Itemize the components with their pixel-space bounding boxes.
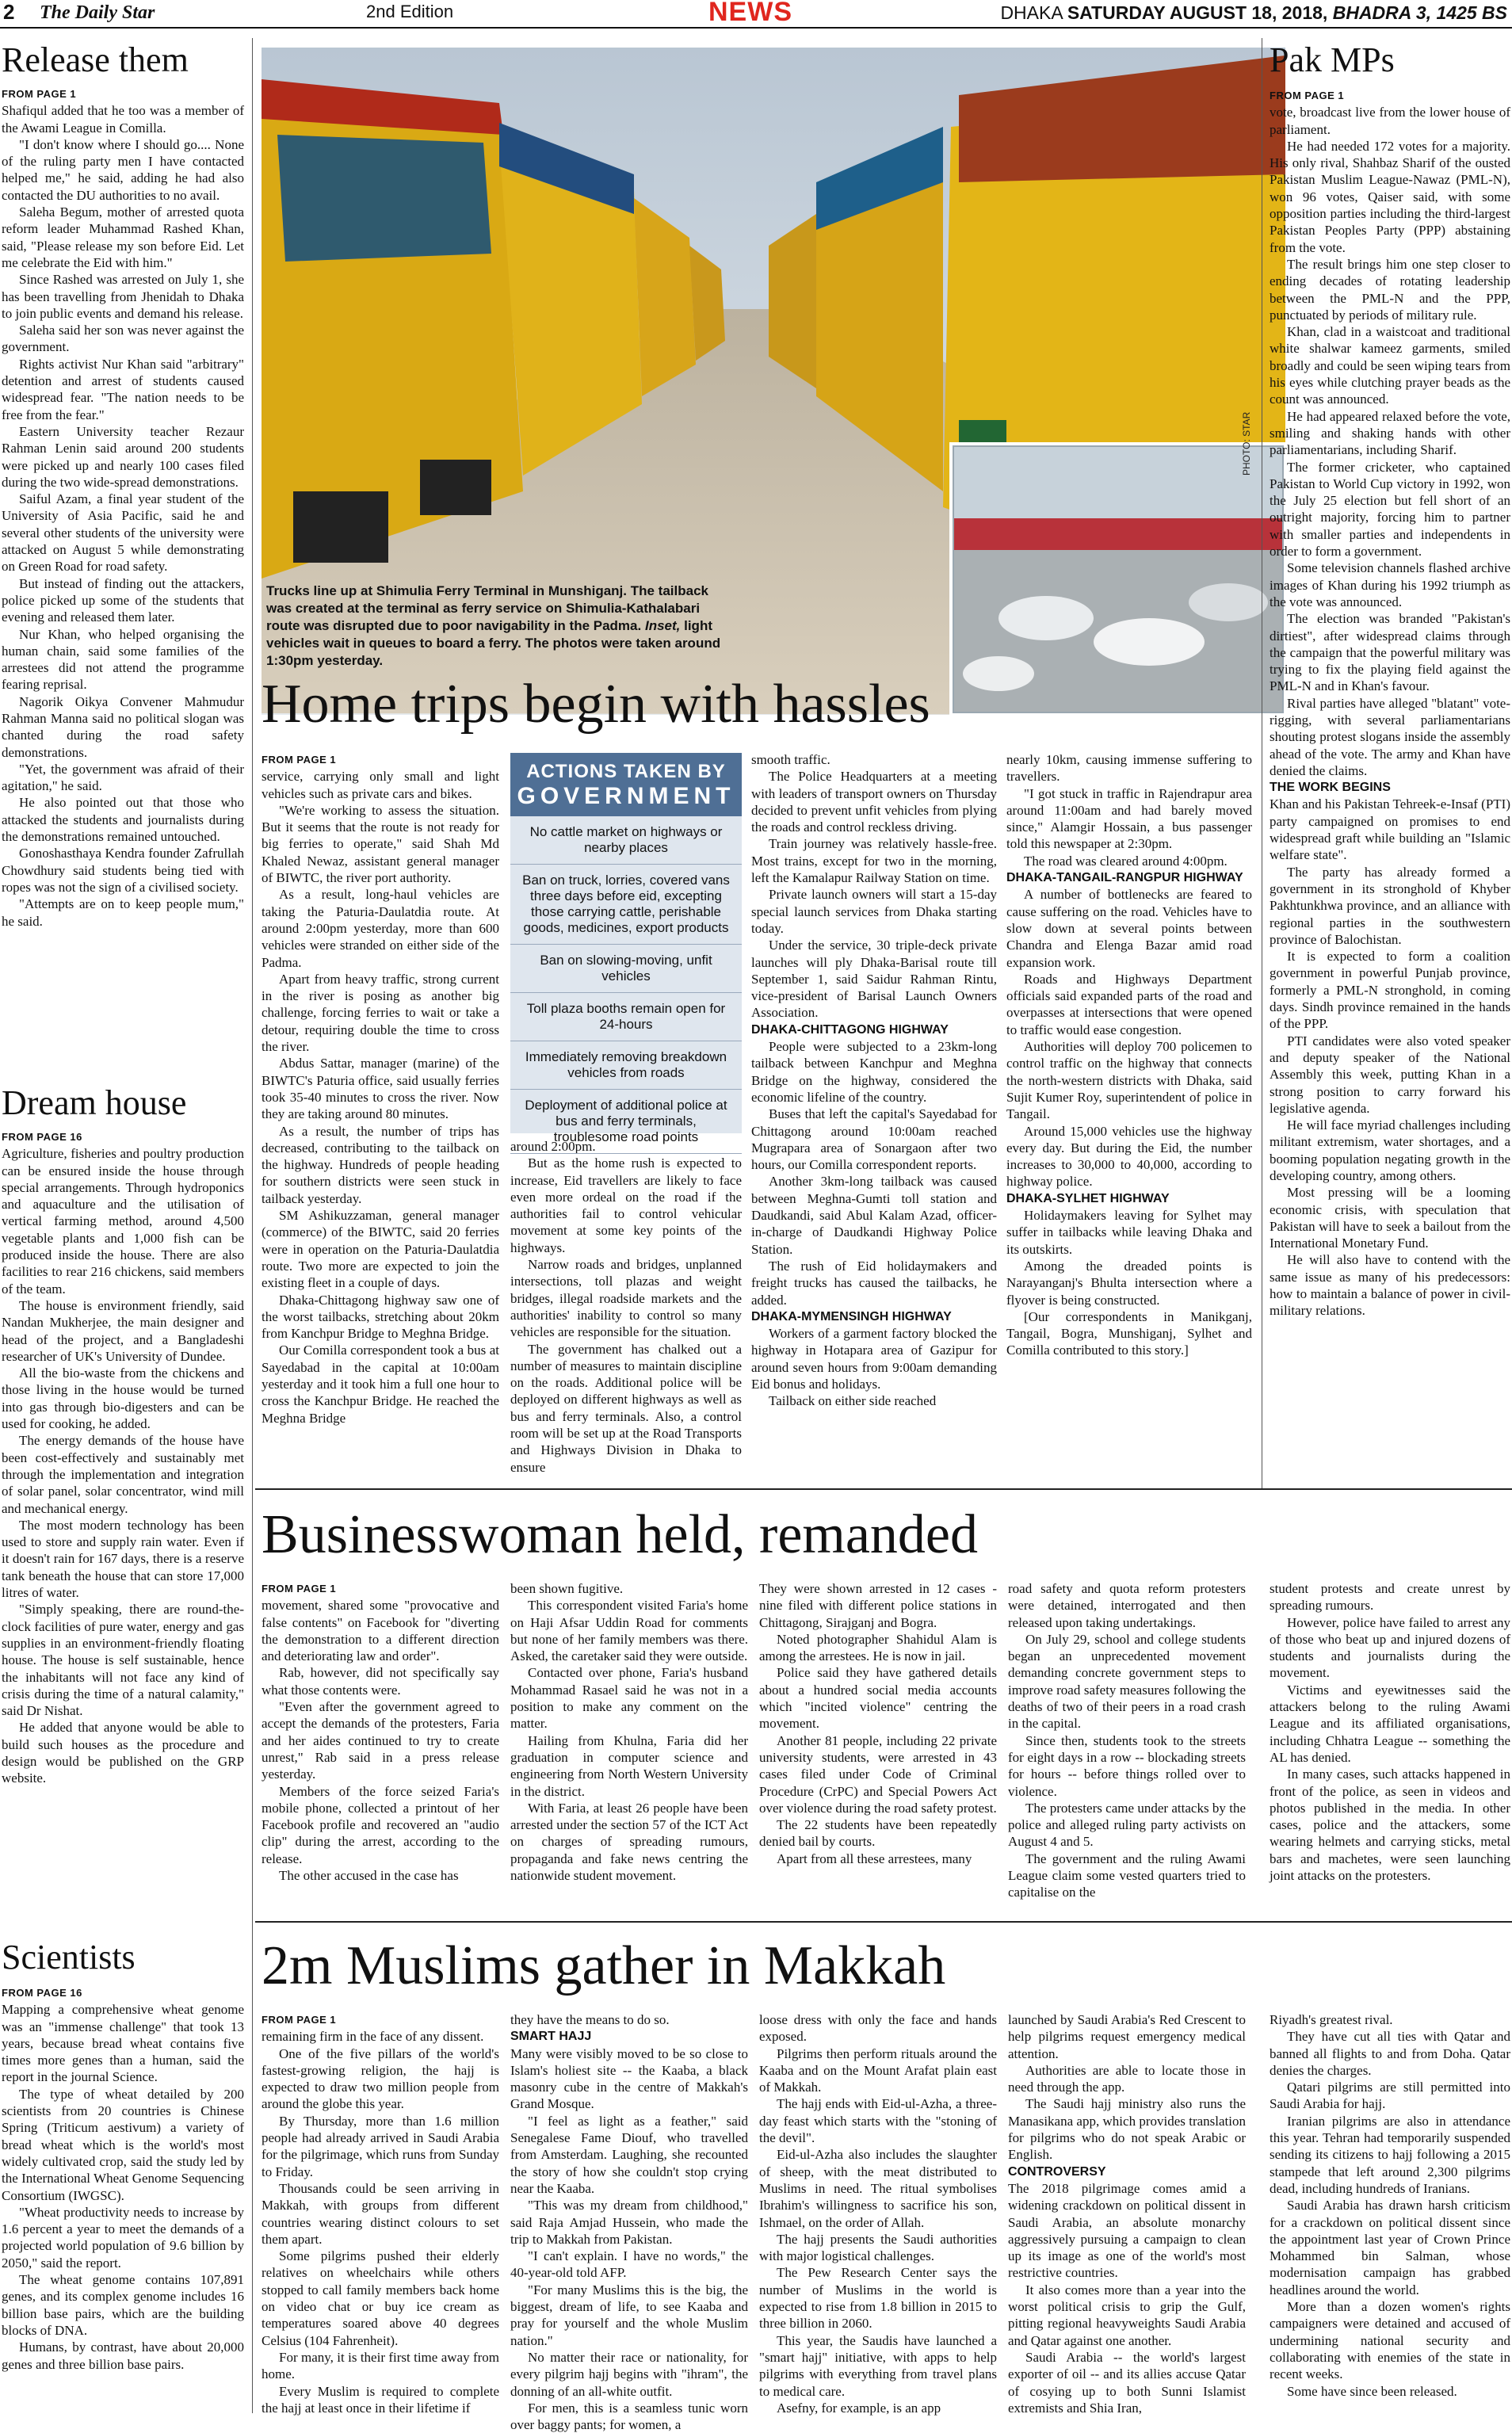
paragraph: "Attempts are on to keep people mum," he said.	[2, 896, 244, 929]
paragraph: More than a dozen women's rights campaigners were detained and accused of undermining national security and collaborating with enemies of the state in recent weeks.	[1270, 2299, 1510, 2382]
businesswoman-col-5	[1270, 1580, 1510, 1913]
from-page-label: FROM PAGE 1	[1270, 90, 1345, 101]
home-trips-col-3	[751, 751, 997, 1472]
paragraph: Hailing from Khulna, Faria did her graduation in computer science and engineering from North Western University in the district.	[510, 1732, 748, 1799]
paragraph: loose dress with only the face and hands exposed.	[759, 2012, 997, 2045]
paragraph: The party has already formed a government in its stronghold of Khyber Pakhtunkhwa province, and an alliance with regional parties in the southwestern province of Balochistan.	[1270, 864, 1510, 947]
from-page-label: FROM PAGE 16	[2, 1131, 82, 1143]
paragraph: With Faria, at least 26 people have been arrested under the section 57 of the ICT Act on charges of spreading rumours, propaganda and fake news centring the nationwide student movement.	[510, 1800, 748, 1884]
page-number: 2	[3, 0, 15, 24]
paragraph: around 2:00pm.	[510, 1139, 596, 1154]
paragraph: Mapping a comprehensive wheat genome was an "immense challenge" that took 13 years, because bread wheat contains five times more genes than a human, said the report in the journal Science.	[2, 2002, 244, 2085]
paragraph: He had appeared relaxed before the vote, smiling and shaking hands with other parliamentarians, including Sharif.	[1270, 408, 1510, 458]
paragraph: Dhaka-Chittagong highway saw one of the worst tailbacks, stretching about 20km from Kanchpur Bridge to Meghna Bridge.	[262, 1292, 499, 1342]
dateline-date: SATURDAY AUGUST 18, 2018,	[1067, 2, 1328, 23]
caption-text: Trucks line up at Shimulia Ferry Terminal in Munshiganj. The tailback was created at the terminal as ferry service on Shimulia-Kathalabari route was disrupted due to poor navigability in the Padma.	[266, 583, 708, 633]
actions-box-title	[510, 753, 742, 816]
paragraph: Train journey was relatively hassle-free. Most trains, except for two in the morning, left the Kamalapur Railway Station on time.	[751, 836, 997, 886]
section-label: NEWS	[708, 0, 792, 27]
paragraph: It is expected to form a coalition government in powerful Punjab province, formerly a PML-N stronghold, in coming days. Sindh province remained in the hands of the PPP.	[1270, 949, 1510, 1032]
paragraph: He had needed 172 votes for a majority. His only rival, Shahbaz Sharif of the ousted Pakistan Muslim League-Nawaz (PML-N), won 96 votes, Qaiser said, with some opposition parties including the third-largest Pakistan Peoples Party (PPP) abstaining from the vote.	[1270, 138, 1510, 255]
subheading: CONTROVERSY	[1008, 2164, 1106, 2179]
paragraph: The house is environment friendly, said Nandan Mukherjee, the main designer and head of the project, and a Bangladeshi researcher of UK's University of Dundee.	[2, 1297, 244, 1364]
paragraph: Saiful Azam, a final year student of the University of Asia Pacific, said he and several other students of the university were attacked on August 5 while demonstrating on Green Road for road safety.	[2, 491, 244, 575]
actions-box-item: Ban on slowing-moving, unfit vehicles	[510, 945, 742, 993]
paragraph: The most modern technology has been used to store and supply rain water. Even if it doesn't rain for 167 days, there is a reserve tank beneath the house that can store 17,000 litres of water.	[2, 1517, 244, 1601]
from-page-label: FROM PAGE 1	[262, 1583, 337, 1595]
paragraph: Shafiqul added that he too was a member of the Awami League in Comilla.	[2, 103, 244, 136]
paragraph: He will face myriad challenges including militant extremism, water shortages, and a booming population negating growth in the developing country, among others.	[1270, 1117, 1510, 1183]
paragraph: The 22 students have been repeatedly denied bail by courts.	[759, 1817, 997, 1850]
paragraph: He also pointed out that those who attacked the students and journalists during the demonstrations remained untouched.	[2, 795, 244, 845]
paragraph: Around 15,000 vehicles use the highway every day. But during the Eid, the number increases to 30,000 to 40,000, according to highway police.	[1006, 1123, 1252, 1190]
paragraph: Some have since been released.	[1287, 2383, 1457, 2399]
dateline-city: DHAKA	[1000, 2, 1063, 23]
paragraph: Abdus Sattar, manager (marine) of the BIWTC's Paturia office, said usually ferries took 35-40 minutes to cross the river. Now they are taking around 80 minutes.	[262, 1056, 499, 1122]
paragraph: "For many Muslims this is the big, the biggest, dream of life, to see Kaaba and pray for yourself and the whole Muslim nation."	[510, 2282, 748, 2348]
paragraph: Since Rashed was arrested on July 1, she has been travelling from Jhenidah to Dhaka to join public events and demand his release.	[2, 272, 244, 321]
section-divider	[255, 1921, 1512, 1923]
paragraph: PTI candidates were also voted speaker and deputy speaker of the National Assembly this week, putting Khan in a strong position to carry forward his legislative agenda.	[1270, 1033, 1510, 1116]
paragraph: Agriculture, fisheries and poultry production can be ensured inside the house through special arrangements. Through hydroponics and aquaculture and the utilisation of vertical farming method, around 4,500 vegetable plants and 1,000 fish can be produced inside the house. There are also facilities to rear 216 chickens, said members of the team.	[2, 1146, 244, 1297]
from-page-label: FROM PAGE 1	[262, 754, 337, 766]
paragraph: The result brings him one step closer to ending decades of rotating leadership between the PML-N and the PPP, punctuated by periods of military rule.	[1270, 256, 1510, 323]
paragraph: No matter their race or nationality, for every pilgrim hajj begins with "ihram", the donning of an all-white outfit.	[510, 2349, 748, 2399]
paragraph: smooth traffic.	[751, 752, 830, 767]
headline-dream-house: Dream house	[2, 1083, 187, 1122]
paragraph: Many were visibly moved to be so close to Islam's holiest site -- the Kaaba, a black masonry cube in the centre of Makkah's Grand Mosque.	[510, 2045, 748, 2112]
actions-box	[510, 753, 742, 1144]
paragraph: It also comes more than a year into the worst political crisis to grip the Gulf, pitting regional heavyweights Saudi Arabia and Qatar against one another.	[1008, 2282, 1246, 2348]
actions-box-item: Immediately removing breakdown vehicles from roads	[510, 1041, 742, 1090]
headline-pak-mps: Pak MPs	[1270, 40, 1395, 79]
paragraph: Pilgrims then perform rituals around the Kaaba and on the Mount Arafat plain east of Makkah.	[759, 2045, 997, 2095]
paragraph: they have the means to do so.	[510, 2012, 670, 2027]
paragraph: Nur Khan, who helped organising the human chain, said some families of the arrestees did not attend the programme fearing reprisal.	[2, 626, 244, 693]
paragraph: The road was cleared around 4:00pm.	[1024, 853, 1228, 869]
paragraph: [Our correspondents in Manikganj, Tangail, Bogra, Munshiganj, Sylhet and Comilla contributed to this story.]	[1006, 1308, 1252, 1358]
paragraph: Khan, clad in a waistcoat and traditional white shalwar kameez garments, smiled broadly and could be seen wiping tears from his eyes while clutching prayer beads as the count was announced.	[1270, 324, 1510, 407]
paragraph: Under the service, 30 triple-deck private launches will ply Dhaka-Barisal route till September 1, said Saidur Rahman Rintu, vice-president of Barisal Launch Owners Association.	[751, 938, 997, 1021]
paragraph: "Yet, the government was afraid of their agitation," he said.	[2, 761, 244, 794]
paragraph: On July 29, school and college students began an unprecedented movement demanding concrete government steps to improve road safety measures following the deaths of two of their peers in a road crash in the capital.	[1008, 1631, 1246, 1732]
paragraph: The other accused in the case has	[279, 1868, 459, 1884]
paragraph: Police said they have gathered details about a hundred social media accounts which "incited violence" centring the movement.	[759, 1665, 997, 1732]
paragraph: Gonoshasthaya Kendra founder Zafrullah Chowdhury said students being tied with ropes was not the sign of a civilised society.	[2, 846, 244, 895]
paragraph: In many cases, such attacks happened in front of the police, as seen in videos and photos published in the media. In other cases, police and the attackers, some wearing helmets and carrying sticks, metal bars and machetes, were seen launching joint attacks on the protesters.	[1270, 1767, 1510, 1884]
paragraph: road safety and quota reform protesters were detained, interrogated and then released upon taking undertakings.	[1008, 1581, 1246, 1630]
article-scientists	[2, 1984, 244, 2412]
actions-box-item: Ban on truck, lorries, covered vans three days before eid, excepting those carrying cattle, perishable goods, medicines, export products	[510, 865, 742, 945]
paragraph: By Thursday, more than 1.6 million people had already arrived in Saudi Arabia for the pilgrimage, which runs from Sunday to Friday.	[262, 2113, 499, 2179]
paragraph: "I feel as light as a feather," said Senegalese Fame Diouf, who travelled from Amsterdam. Laughing, she recounted the story of how she couldn't stop crying near the Kaaba.	[510, 2113, 748, 2196]
paragraph: been shown fugitive.	[510, 1581, 624, 1596]
paragraph: Nagorik Oikya Convener Mahmudur Rahman Manna said no political slogan was chanted during the road safety demonstrations.	[2, 693, 244, 760]
paragraph: Another 81 people, including 22 private university students, were arrested in 43 cases filed under Code of Criminal Procedure (CrPC) and Special Powers Act over violence during the road safety protest.	[759, 1732, 997, 1816]
paragraph: "This was my dream from childhood," said Raja Amjad Hussein, who made the trip to Makkah from Pakistan.	[510, 2198, 748, 2247]
paragraph: SM Ashikuzzaman, general manager (commerce) of the BIWTC, said 20 ferries were in operation on the Paturia-Daulatdia route. Two more are expected to join the existing fleet in a couple of days.	[262, 1208, 499, 1291]
subheading: THE WORK BEGINS	[1270, 781, 1391, 795]
headline-home-trips: Home trips begin with hassles	[262, 674, 930, 735]
paragraph: Most pressing will be a looming economic crisis, with speculation that Pakistan will have to seek a bailout from the International Monetary Fund.	[1270, 1185, 1510, 1251]
paragraph: "We're working to assess the situation. But it seems that the route is not ready for big ferries to operate," said Shah Md Khaled Newaz, assistant general manager of BIWTC, the river port authority.	[262, 802, 499, 886]
paragraph: "Simply speaking, there are round-the-clock facilities of pure water, energy and gas supplies in an environment-friendly floating house. The house is self sustainable, hence the inhabitants will not face any kind of crisis during the time of a natural calamity," said Dr Nishat.	[2, 1602, 244, 1719]
photo-caption	[266, 582, 735, 670]
home-trips-col-4	[1006, 751, 1252, 1472]
section-divider	[255, 1488, 1512, 1490]
paragraph: "I don't know where I should go.... None of the ruling party men I have contacted helped me," he said, adding he had also contacted the DU authorities to no avail.	[2, 136, 244, 203]
photo-credit: PHOTO: STAR	[1241, 411, 1252, 476]
paragraph: Rival parties have alleged "blatant" vote-rigging, with several parliamentarians shouting protest slogans inside the assembly ahead of the vote. The army and Khan have denied the claims.	[1270, 695, 1510, 778]
from-page-label: FROM PAGE 1	[262, 2014, 337, 2026]
paragraph: Authorities will deploy 700 policemen to control traffic on the highway that connects the north-western districts with Dhaka, said Sujit Kumer Roy, superintendent of police in Tangail.	[1006, 1039, 1252, 1122]
paragraph: Qatari pilgrims are still permitted into Saudi Arabia for hajj.	[1270, 2080, 1510, 2112]
paragraph: Asefny, for example, is an app	[777, 2400, 941, 2416]
paragraph: A number of bottlenecks are feared to cause suffering on the road. Vehicles have to slow down at several points between Chandra and Elenga Bazar amid road expansion work.	[1006, 887, 1252, 970]
home-trips-col-1	[262, 751, 499, 1426]
paragraph: The wheat genome contains 107,891 genes, and its complex genome includes 16 billion base pairs, which are the building blocks of DNA.	[2, 2272, 244, 2338]
paragraph: Our Comilla correspondent took a bus at Sayedabad in the capital at 10:00am yesterday and it took him a full one hour to cross the Kanchpur Bridge. He reached the Meghna Bridge	[262, 1343, 499, 1426]
paragraph: As a result, the number of trips has decreased, contributing to the tailback on the highway. Hundreds of people heading for southern districts were seen stuck in tailback yesterday.	[262, 1123, 499, 1206]
paragraph: Workers of a garment factory blocked the highway in Hotapara area of Gazipur for around seven hours from 9:00am demanding Eid bonus and holidays.	[751, 1326, 997, 1392]
subheading: DHAKA-MYMENSINGH HIGHWAY	[751, 1309, 952, 1323]
paragraph: The government has chalked out a number of measures to maintain discipline on the roads. Additional police will be deployed on different highways as well as bus and ferry terminals. Also, a control room will be set up at the Road Transports and Highways Division in Dhaka to ensure	[510, 1341, 742, 1475]
actions-box-title-line2: GOVERNMENT	[517, 783, 735, 809]
from-page-label: FROM PAGE 16	[2, 1987, 82, 1999]
caption-text-end: light vehicles wait in queues to board a ferry. The photos were taken around 1:30pm yesterday.	[266, 618, 721, 668]
paper-logo: The Daily Star	[40, 2, 155, 23]
paragraph: student protests and create unrest by spreading rumours.	[1270, 1581, 1510, 1614]
dateline	[1000, 2, 1507, 24]
businesswoman-col-3	[759, 1580, 997, 1913]
paragraph: Holidaymakers leaving for Sylhet may suffer in tailbacks while leaving Dhaka and its outskirts.	[1006, 1208, 1252, 1257]
paragraph: Riyadh's greatest rival.	[1270, 2012, 1393, 2027]
paragraph: The election was branded "Pakistan's dirtiest", after widespread claims through the campaign that the powerful military was trying to fix the playing field against the PML-N and in Khan's favour.	[1270, 611, 1510, 694]
paragraph: This year, the Saudis have launched a "smart hajj" initiative, with apps to help pilgrims with everything from travel plans to medical care.	[759, 2332, 997, 2399]
article-release-them	[2, 86, 244, 1068]
paragraph: Every Muslim is required to complete the hajj at least once in their lifetime if	[262, 2383, 499, 2416]
headline-businesswoman: Businesswoman held, remanded	[262, 1504, 978, 1565]
paragraph: Buses that left the capital's Sayedabad for Chittagong around 10:00am reached Mugrapara area of Sonargaon after two hours, our Comilla correspondent reports.	[751, 1106, 997, 1173]
paragraph: Members of the force seized Faria's mobile phone, collected a printout of her Facebook profile and recovered an "audio clip" during the arrest, according to the release.	[262, 1783, 499, 1866]
paragraph: Saudi Arabia has drawn harsh criticism for a crackdown on political dissent since the appointment last year of Crown Prince Mohammed bin Salman, whose modernisation campaign has grabbed headlines around the world.	[1270, 2198, 1510, 2297]
paragraph: Humans, by contrast, have about 20,000 genes and three billion base pairs.	[2, 2339, 244, 2372]
paragraph: Since then, students took to the streets for eight days in a row -- blockading streets for hours -- before things rolled over to violence.	[1008, 1732, 1246, 1799]
paragraph: vote, broadcast live from the lower house of parliament.	[1270, 105, 1510, 137]
businesswoman-col-1	[262, 1580, 499, 1913]
dateline-bangla: BHADRA 3, 1425 BS	[1332, 2, 1507, 23]
paragraph: nearly 10km, causing immense suffering to travellers.	[1006, 752, 1252, 785]
paragraph: Eid-ul-Azha also includes the slaughter of sheep, with the meat distributed to Muslims in need. The ritual symbolises Ibrahim's willingness to sacrifice his son, Ishmael, on the order of Allah.	[759, 2147, 997, 2230]
paragraph: All the bio-waste from the chickens and those living in the house would be turned into gas through bio-digesters and can be used for cooking, he added.	[2, 1365, 244, 1432]
actions-box-item: Toll plaza booths remain open for 24-hours	[510, 993, 742, 1041]
paragraph: The type of wheat detailed by 200 scientists from 20 countries is Chinese Spring (Triticum aestivum) a variety of bread wheat which is the world's most widely cultivated crop, said the study led by the International Wheat Genome Sequencing Consortium (IWGSC).	[2, 2086, 244, 2203]
edition-label: 2nd Edition	[366, 2, 454, 21]
paragraph: The hajj ends with Eid-ul-Azha, a three-day feast which starts with the "stoning of the devil".	[759, 2096, 997, 2146]
paragraph: The Saudi hajj ministry also runs the Manasikana app, which provides translation for pilgrims who do not speak Arabic or English.	[1008, 2096, 1246, 2163]
paragraph: Eastern University teacher Rezaur Rahman Lenin said around 200 students were picked up and nearly 100 cases filed during the two wide-spread demonstrations.	[2, 423, 244, 490]
paragraph: As a result, long-haul vehicles are taking the Paturia-Daulatdia route. At around 2:00pm yesterday, more than 600 vehicles were stranded on either side of the Padma.	[262, 887, 499, 970]
paragraph: Thousands could be seen arriving in Makkah, with groups from different countries wearing distinct colours to set them apart.	[262, 2180, 499, 2247]
masthead	[0, 0, 1512, 29]
paragraph: He added that anyone would be able to build such houses as the procedure and design would be published on the GRP website.	[2, 1720, 244, 1786]
paragraph: He will also have to contend with the same issue as many of his predecessors: how to maintain a balance of power in civil-military relations.	[1270, 1252, 1510, 1319]
makkah-col-3	[759, 2011, 997, 2416]
paragraph: Narrow roads and bridges, unplanned intersections, toll plazas and weight bridges, illegal roadside markets and the authorities' inability to control so many vehicles are responsible for the situation.	[510, 1257, 742, 1340]
subheading: SMART HAJJ	[510, 2030, 592, 2044]
article-pak-mps	[1270, 87, 1510, 1474]
paragraph: This correspondent visited Faria's home on Haji Afsar Uddin Road for comments but none of her family members was there. Asked, the caretaker said they were outside.	[510, 1598, 748, 1664]
paragraph: But as the home rush is expected to increase, Eid travellers are likely to face even more ordeal on the road if the authorities fail to control vehicular movement at some key points of the highways.	[510, 1155, 742, 1255]
paragraph: "I can't explain. I have no words," the 40-year-old told AFP.	[510, 2248, 748, 2281]
paragraph: The Police Headquarters at a meeting with leaders of transport owners on Thursday decided to prevent unfit vehicles from plying the roads and control reckless driving.	[751, 769, 997, 835]
paragraph: The protesters came under attacks by the police and alleged ruling party activists on August 4 and 5.	[1008, 1800, 1246, 1850]
paragraph: Victims and eyewitnesses said the attackers belong to the ruling Awami League and its affiliated organisations, including Chhatra League -- something the AL has denied.	[1270, 1682, 1510, 1765]
paragraph: Private launch owners will start a 15-day special launch services from Dhaka starting today.	[751, 887, 997, 936]
paragraph: The government and the ruling Awami League claim some vested quarters tried to capitalise on the	[1008, 1851, 1246, 1900]
paragraph: The former cricketer, who captained Pakistan to World Cup victory in 1992, won the July 25 election but fell short of an outright majority, forcing him to partner with smaller parties and independents in order to form a government.	[1270, 459, 1510, 560]
paragraph: "I got stuck in traffic in Rajendrapur area around 11:00am and had barely moved since," Alamgir Hossain, a bus passenger told this newspaper at 2:30pm.	[1006, 785, 1252, 852]
paragraph: Khan and his Pakistan Tehreek-e-Insaf (PTI) party campaigned on promises to end widespread graft while building an "Islamic welfare state".	[1270, 796, 1510, 863]
paragraph: Some television channels flashed archive images of Khan during his 1992 triumph as the vote was announced.	[1270, 560, 1510, 609]
paragraph: service, carrying only small and light vehicles such as private cars and bikes.	[262, 769, 499, 801]
paragraph: The energy demands of the house have been cost-effectively and sustainably met through the implementation and integration of solar panel, solar concentrator, wind mill and mechanical energy.	[2, 1433, 244, 1516]
paragraph: Some pilgrims pushed their elderly relatives on wheelchairs while others stopped to call family members back home on video chat or buy ice cream as temperatures soared above 40 degrees Celsius (104 Fahrenheit).	[262, 2248, 499, 2348]
actions-box-item: No cattle market on highways or nearby places	[510, 816, 742, 865]
subheading: DHAKA-SYLHET HIGHWAY	[1006, 1191, 1170, 1205]
home-trips-col-2	[510, 1138, 742, 1475]
paragraph: For many, it is their first time away from home.	[262, 2349, 499, 2382]
paragraph: Authorities are able to locate those in need through the app.	[1008, 2062, 1246, 2095]
paragraph: They were shown arrested in 12 cases - nine filed with different police stations in Chittagong, Sirajganj and Bogra.	[759, 1581, 997, 1630]
paragraph: Apart from heavy traffic, strong current in the river is posing as another big challenge, forcing ferries to wait or take a detour, requiring double the time to cross the river.	[262, 971, 499, 1055]
article-dream-house	[2, 1129, 244, 1913]
paragraph: But instead of finding out the attackers, police picked up some of the students that evening and released them later.	[2, 575, 244, 625]
headline-release-them: Release them	[2, 40, 189, 79]
paragraph: Rab, however, did not specifically say what those contents were.	[262, 1665, 499, 1698]
makkah-col-5	[1270, 2011, 1510, 2412]
paragraph: People were subjected to a 23km-long tailback between Kanchpur and Meghna Bridge on the highway, considered the economic lifeline of the country.	[751, 1039, 997, 1105]
paragraph: Contacted over phone, Faria's husband Mohammad Rasael said he was not in a position to make any comment on the matter.	[510, 1665, 748, 1732]
paragraph: movement, shared some "provocative and false contents" on Facebook for "diverting the demonstration to a different direction and deteriorating law and order".	[262, 1598, 499, 1664]
businesswoman-col-2	[510, 1580, 748, 1913]
paragraph: Roads and Highways Department officials said expanded parts of the road and overpasses at intersections that were opened to traffic would ease congestion.	[1006, 971, 1252, 1037]
paragraph: The 2018 pilgrimage comes amid a widening crackdown on political dissent in Saudi Arabia, an absolute monarchy aggressively pursuing a campaign to clean up its image as one of the world's most restrictive countries.	[1008, 2180, 1246, 2281]
paragraph: The rush of Eid holidaymakers and freight trucks has caused the tailbacks, he added.	[751, 1258, 997, 1308]
makkah-col-1	[262, 2011, 499, 2416]
paragraph: Apart from all these arrestees, many	[777, 1851, 972, 1866]
paragraph: The hajj presents the Saudi authorities with major logistical challenges.	[759, 2231, 997, 2264]
paragraph: However, police have failed to arrest any of those who beat up and injured dozens of students and journalists during the movement.	[1270, 1614, 1510, 1681]
paragraph: Tailback on either side reached	[769, 1393, 937, 1409]
paragraph: Saudi Arabia -- the world's largest exporter of oil -- and its allies accuse Qatar of cosying up to both Sunni Islamist extremists and Shia Iran,	[1008, 2349, 1246, 2416]
paragraph: Rights activist Nur Khan said "arbitrary" detention and arrest of students caused widespread fear. "The nation needs to be free from the fear."	[2, 356, 244, 422]
paragraph: For men, this is a seamless tunic worn over baggy pants; for women, a	[510, 2400, 748, 2433]
paragraph: "Even after the government agreed to accept the demands of the protesters, Faria and her aides continued to try to create unrest," Rab said in a press release yesterday.	[262, 1699, 499, 1782]
headline-makkah: 2m Muslims gather in Makkah	[262, 1935, 946, 1996]
actions-box-item: Deployment of additional police at bus and ferry terminals, troublesome road points	[510, 1090, 742, 1154]
makkah-col-2	[510, 2011, 748, 2433]
paragraph: They have cut all ties with Qatar and banned all flights to and from Doha. Qatar denies the charges.	[1270, 2029, 1510, 2078]
subheading: DHAKA-CHITTAGONG HIGHWAY	[751, 1022, 949, 1037]
headline-scientists: Scientists	[2, 1938, 136, 1977]
paragraph: remaining firm in the face of any dissent.	[262, 2029, 484, 2045]
paragraph: Iranian pilgrims are also in attendance this year. Tehran had temporarily suspended sending its citizens to hajj following a 2015 stampede that left around 2,300 pilgrims dead, including hundreds of Iranians.	[1270, 2113, 1510, 2196]
caption-inset: Inset,	[644, 618, 681, 633]
paragraph: Saleha Begum, mother of arrested quota reform leader Muhammad Rashed Khan, said, "Please release my son before Eid. Let me celebrate the Eid with him."	[2, 204, 244, 270]
paragraph: "Wheat productivity needs to increase by 1.6 percent a year to meet the demands of a projected world population of 9.6 billion by 2050," said the report.	[2, 2204, 244, 2271]
paragraph: Saleha said her son was never against the government.	[2, 323, 244, 355]
paragraph: Among the dreaded points is Narayanganj's Bhulta intersection where a flyover is being constructed.	[1006, 1258, 1252, 1308]
paragraph: The Pew Research Center says the number of Muslims in the world is expected to rise from 1.8 billion in 2015 to three billion in 2060.	[759, 2265, 997, 2332]
actions-box-title-line1: ACTIONS TAKEN BY	[526, 761, 726, 782]
subheading: DHAKA-TANGAIL-RANGPUR HIGHWAY	[1006, 871, 1243, 885]
paragraph: launched by Saudi Arabia's Red Crescent to help pilgrims request emergency medical attention.	[1008, 2012, 1246, 2061]
column-rule	[252, 38, 253, 2413]
makkah-col-4	[1008, 2011, 1246, 2416]
paragraph: Noted photographer Shahidul Alam is among the arrestees. He is now in jail.	[759, 1631, 997, 1664]
businesswoman-col-4	[1008, 1580, 1246, 1913]
paragraph: One of the five pillars of the world's fastest-growing religion, the hajj is expected to draw two million people from around the globe this year.	[262, 2045, 499, 2112]
from-page-label: FROM PAGE 1	[2, 88, 77, 100]
paragraph: Another 3km-long tailback was caused between Meghna-Gumti toll station and Daudkandi, said Abul Kalam Azad, officer-in-charge of Daudkandi Highway Police Station.	[751, 1174, 997, 1257]
